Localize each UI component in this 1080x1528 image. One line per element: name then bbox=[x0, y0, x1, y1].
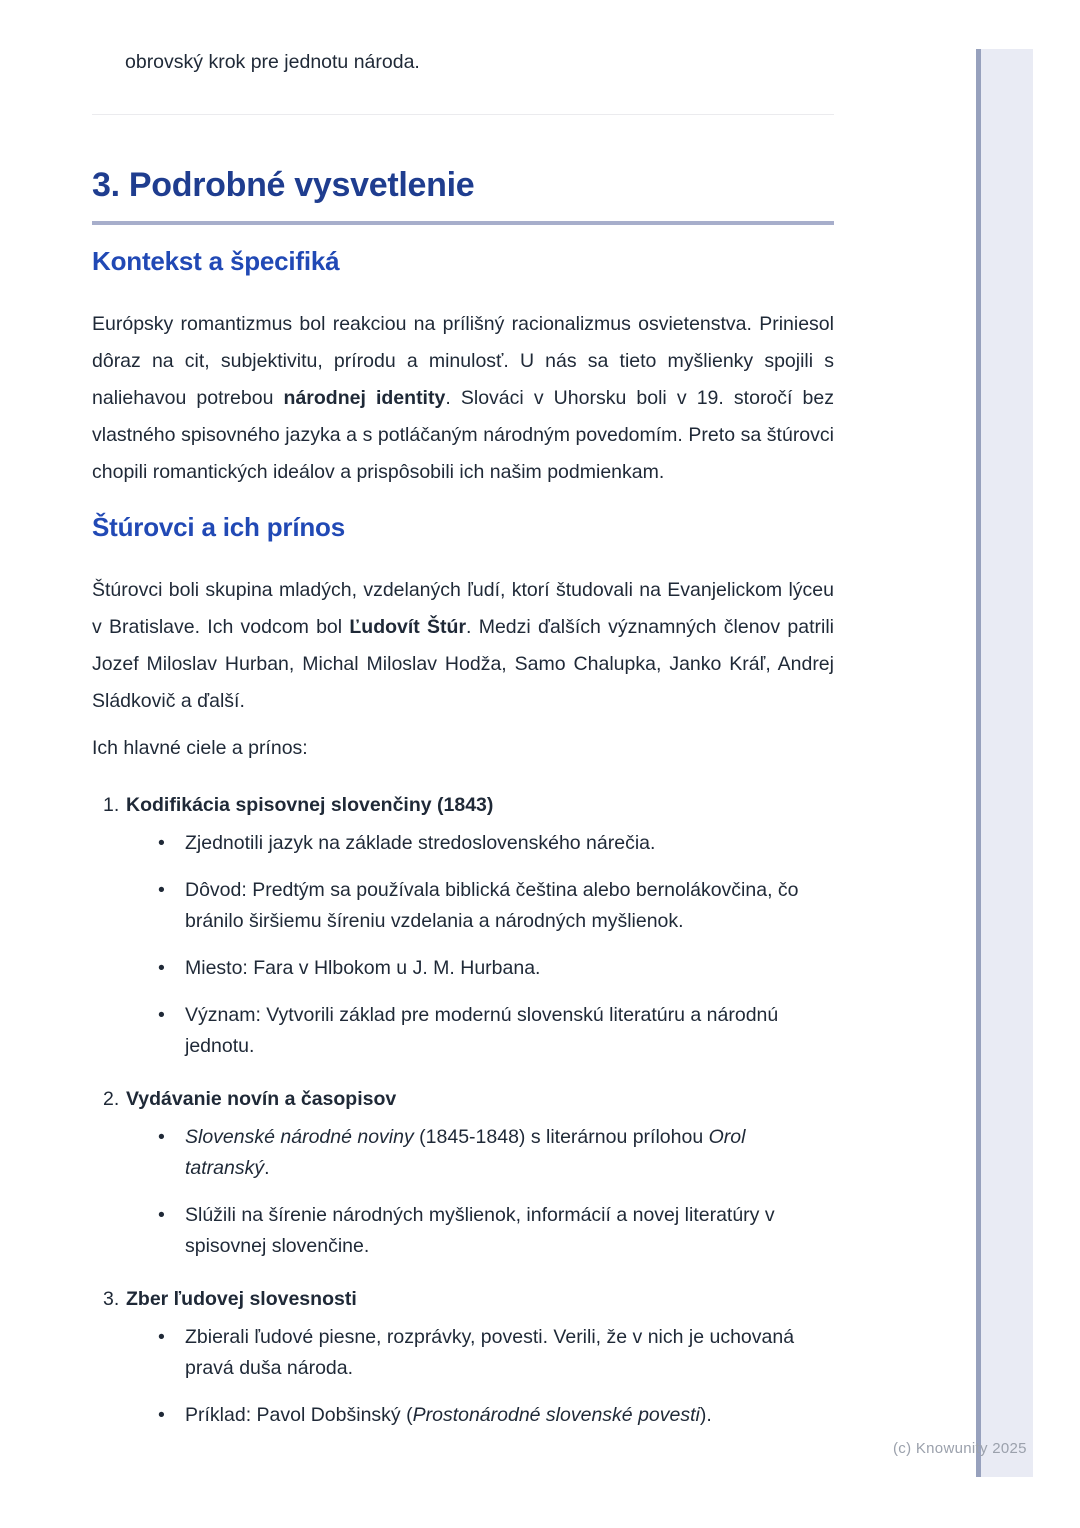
text-run: Prostonárodné slovenské povesti bbox=[412, 1404, 700, 1426]
list-intro: Ich hlavné ciele a prínos: bbox=[92, 737, 308, 759]
bullet-item bbox=[126, 1122, 834, 1184]
bullet-item bbox=[126, 1000, 834, 1062]
text-run: Slúžili na šírenie národných myšlienok, informácií a novej literatúry v spisovnej slovenčine. bbox=[185, 1204, 775, 1257]
bullet-item bbox=[126, 1322, 834, 1384]
paragraph-context bbox=[92, 306, 834, 491]
text-run: . Slováci v Uhorsku boli v 19. storočí bez vlastného spisovného jazyka a s potláčaným národným povedomím. Preto sa štúrovci chopili romantických ideálov a prispôsobili ich našim podmienkam. bbox=[92, 387, 834, 483]
section-divider bbox=[92, 114, 834, 115]
list-item-3-title: Zber ľudovej slovesnosti bbox=[126, 1288, 357, 1310]
next-page-edge-bar bbox=[976, 49, 1033, 1477]
text-run: Miesto: Fara v Hlbokom u J. M. Hurbana. bbox=[185, 957, 541, 979]
list-item-2-bullets bbox=[126, 1122, 834, 1262]
section-heading-block bbox=[92, 165, 834, 225]
page-content bbox=[92, 0, 834, 1431]
subsection-heading-sturovci: Štúrovci a ich prínos bbox=[92, 512, 345, 542]
text-run: Európsky romantizmus bol reakciou na prílišný racionalizmus osvietenstva. Priniesol dôraz na cit, subjektivitu, prírodu a minulosť. U nás sa tieto myšlienky spojili s naliehavou potrebou bbox=[92, 313, 834, 409]
list-item-3 bbox=[92, 1284, 834, 1431]
text-run: Príklad: Pavol Dobšinský ( bbox=[185, 1404, 413, 1426]
list-item-3-bullets bbox=[126, 1322, 834, 1431]
list-item-1-title: Kodifikácia spisovnej slovenčiny (1843) bbox=[126, 794, 494, 816]
text-run: Dôvod: Predtým sa používala biblická čeština alebo bernolákovčina, čo bránilo širšiemu šíreniu vzdelania a národných myšlienok. bbox=[185, 879, 799, 932]
bullet-item bbox=[126, 1200, 834, 1262]
list-item-3-number: 3. bbox=[103, 1288, 120, 1310]
text-run: Štúrovci boli skupina mladých, vzdelaných ľudí, ktorí študovali na Evanjelickom lýceu v Bratislave. Ich vodcom bol bbox=[92, 579, 834, 638]
list-item-2-title: Vydávanie novín a časopisov bbox=[126, 1088, 397, 1110]
list-item-1 bbox=[92, 790, 834, 1062]
bullet-item bbox=[126, 953, 834, 984]
bullet-item bbox=[126, 828, 834, 859]
text-run: Ľudovít Štúr bbox=[349, 616, 467, 638]
list-item-1-bullets bbox=[126, 828, 834, 1062]
subsection-heading-context: Kontekst a špecifiká bbox=[92, 246, 340, 276]
bullet-item bbox=[126, 1400, 834, 1431]
watermark-text: (c) Knowunity 2025 bbox=[893, 1440, 1027, 1457]
text-run: . bbox=[264, 1157, 270, 1179]
bullet-item bbox=[126, 875, 834, 937]
text-run: (1845-1848) s literárnou prílohou bbox=[413, 1126, 709, 1148]
numbered-list bbox=[92, 790, 834, 1431]
list-item-2-number: 2. bbox=[103, 1088, 120, 1110]
text-run: Zbierali ľudové piesne, rozprávky, povesti. Verili, že v nich je uchovaná pravá duša národa. bbox=[185, 1326, 795, 1379]
paragraph-sturovci bbox=[92, 572, 834, 720]
section-heading: 3. Podrobné vysvetlenie bbox=[92, 166, 475, 204]
list-item-1-number: 1. bbox=[103, 794, 120, 816]
text-run: Slovenské národné noviny bbox=[185, 1126, 414, 1148]
text-run: národnej identity bbox=[283, 387, 446, 409]
text-run: Zjednotili jazyk na základe stredoslovenského nárečia. bbox=[185, 832, 656, 854]
continuation-paragraph: obrovský krok pre jednotu národa. bbox=[125, 51, 420, 73]
list-item-2 bbox=[92, 1084, 834, 1262]
text-run: . Medzi ďalších významných členov patrili Jozef Miloslav Hurban, Michal Miloslav Hodža, Samo Chalupka, Janko Kráľ, Andrej Sládkovič a ďalší. bbox=[92, 616, 834, 712]
text-run: Orol tatranský bbox=[185, 1126, 746, 1179]
text-run: Význam: Vytvorili základ pre modernú slovenskú literatúru a národnú jednotu. bbox=[185, 1004, 779, 1057]
text-run: ). bbox=[699, 1404, 712, 1426]
